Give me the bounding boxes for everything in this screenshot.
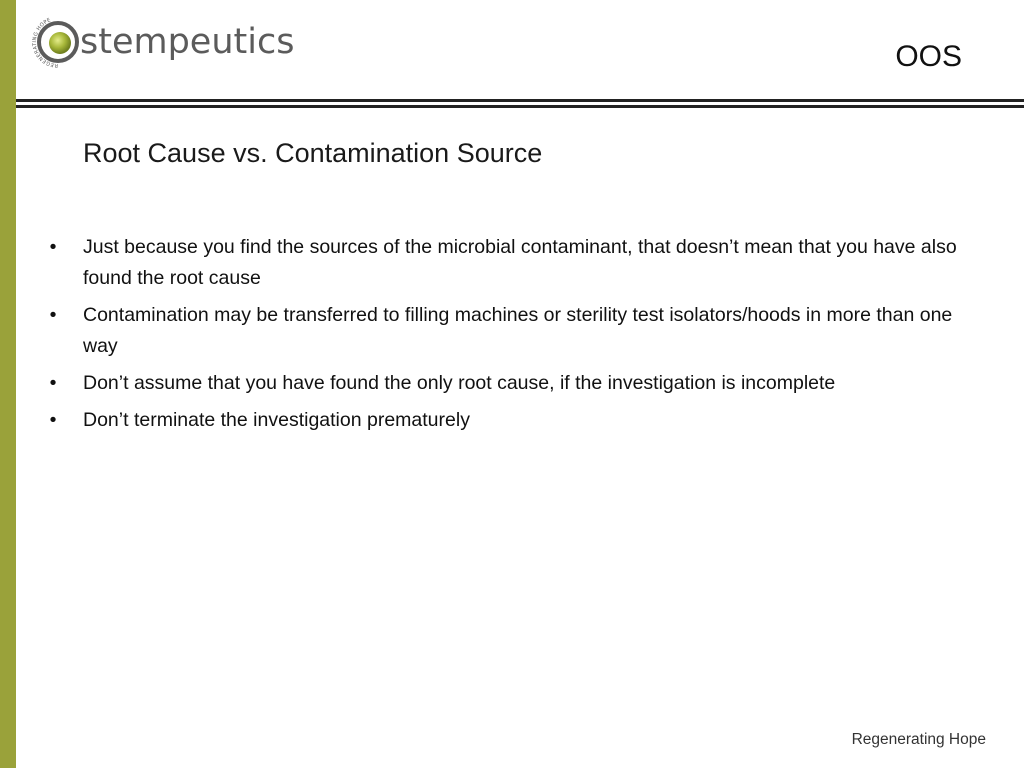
bullet-text: Just because you find the sources of the microbial contaminant, that doesn’t mean that you have also found the root cause (83, 236, 957, 289)
left-accent-stripe (0, 0, 16, 768)
bullet-item (46, 232, 976, 294)
bullet-list (46, 232, 976, 442)
bullet-item (46, 405, 976, 436)
bullet-item (46, 368, 976, 399)
logo-tagline: REGENERATING HOPE (31, 17, 59, 69)
bullet-item (46, 300, 976, 362)
slide-section-tag: OOS (895, 40, 962, 73)
bullet-point-icon: • (49, 372, 57, 394)
bullet-point-icon: • (49, 304, 57, 326)
header-divider (16, 99, 1024, 108)
company-logo (28, 12, 318, 76)
logo-mark-icon (28, 12, 88, 72)
logo-wordmark: stempeutics (80, 22, 295, 62)
bullet-point-icon: • (49, 409, 57, 431)
bullet-point-icon: • (49, 236, 57, 258)
bullet-text: Don’t terminate the investigation prematurely (83, 409, 470, 431)
slide-title: Root Cause vs. Contamination Source (83, 138, 543, 168)
footer-tagline: Regenerating Hope (851, 731, 986, 748)
bullet-text: Contamination may be transferred to filling machines or sterility test isolators/hoods in more than one way (83, 304, 953, 357)
bullet-text: Don’t assume that you have found the only root cause, if the investigation is incomplete (83, 372, 836, 394)
